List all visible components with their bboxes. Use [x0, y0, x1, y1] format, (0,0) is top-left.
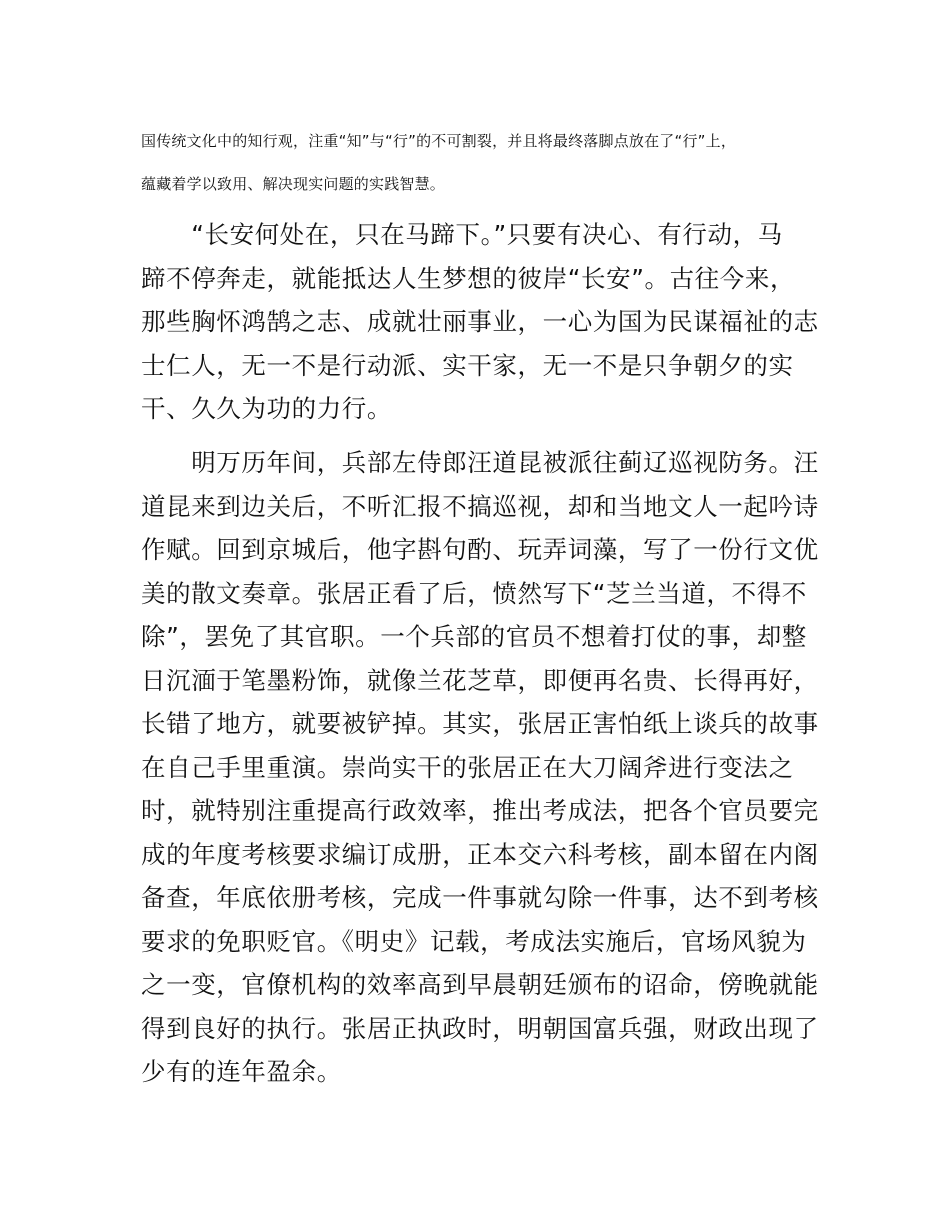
para2-line-7: 长错了地方，就要被铲掉。其实，张居正害怕纸上谈兵的故事 [141, 709, 819, 738]
para2-line-4: 美的散文奏章。张居正看了后，愤然写下“芝兰当道，不得不 [141, 579, 807, 608]
para1-line-4: 士仁人，无一不是行动派、实干家，无一不是只争朝夕的实 [141, 351, 794, 380]
para2-line-11: 备查，年底依册考核，完成一件事就勾除一件事，达不到考核 [141, 883, 819, 912]
para2-line-10: 成的年度考核要求编订成册，正本交六科考核，副本留在内阁 [141, 840, 819, 869]
para2-line-9: 时，就特别注重提高行政效率，推出考成法，把各个官员要完 [141, 796, 819, 825]
intro-line-2: 蕴藏着学以致用、解决现实问题的实践智慧。 [141, 175, 446, 193]
para2-line-14: 得到良好的执行。张居正执政时，明朝国富兵强，财政出现了 [141, 1014, 819, 1043]
para2-line-2: 道昆来到边关后，不听汇报不搞巡视，却和当地文人一起吟诗 [141, 492, 819, 521]
para1-line-1: “长安何处在，只在马蹄下。”只要有决心、有行动，马 [141, 220, 783, 249]
para2-line-1: 明万历年间，兵部左侍郎汪道昆被派往蓟辽巡视防务。汪 [141, 448, 819, 477]
para1-line-5: 干、久久为功的力行。 [141, 394, 392, 423]
para2-line-15: 少有的连年盈余。 [141, 1057, 342, 1086]
para2-line-6: 日沉湎于笔墨粉饰，就像兰花芝草，即便再名贵、长得再好， [141, 666, 819, 695]
para2-line-12: 要求的免职贬官。《明史》记载，考成法实施后，官场风貌为 [141, 927, 807, 956]
para1-line-2: 蹄不停奔走，就能抵达人生梦想的彼岸“长安”。古往今来， [141, 264, 796, 293]
para2-line-13: 之一变，官僚机构的效率高到早晨朝廷颁布的诏命，傍晚就能 [141, 970, 819, 999]
para1-line-3: 那些胸怀鸿鹄之志、成就壮丽事业，一心为国为民谋福祉的志 [141, 307, 819, 336]
para2-line-5: 除”，罢免了其官职。一个兵部的官员不想着打仗的事，却整 [141, 622, 807, 651]
para2-line-8: 在自己手里重演。崇尚实干的张居正在大刀阔斧进行变法之 [141, 753, 794, 782]
intro-line-1: 国传统文化中的知行观，注重“知”与“行”的不可割裂，并且将最终落脚点放在了“行”上， [141, 132, 737, 150]
para2-line-3: 作赋。回到京城后，他字斟句酌、玩弄词藻，写了一份行文优 [141, 535, 819, 564]
